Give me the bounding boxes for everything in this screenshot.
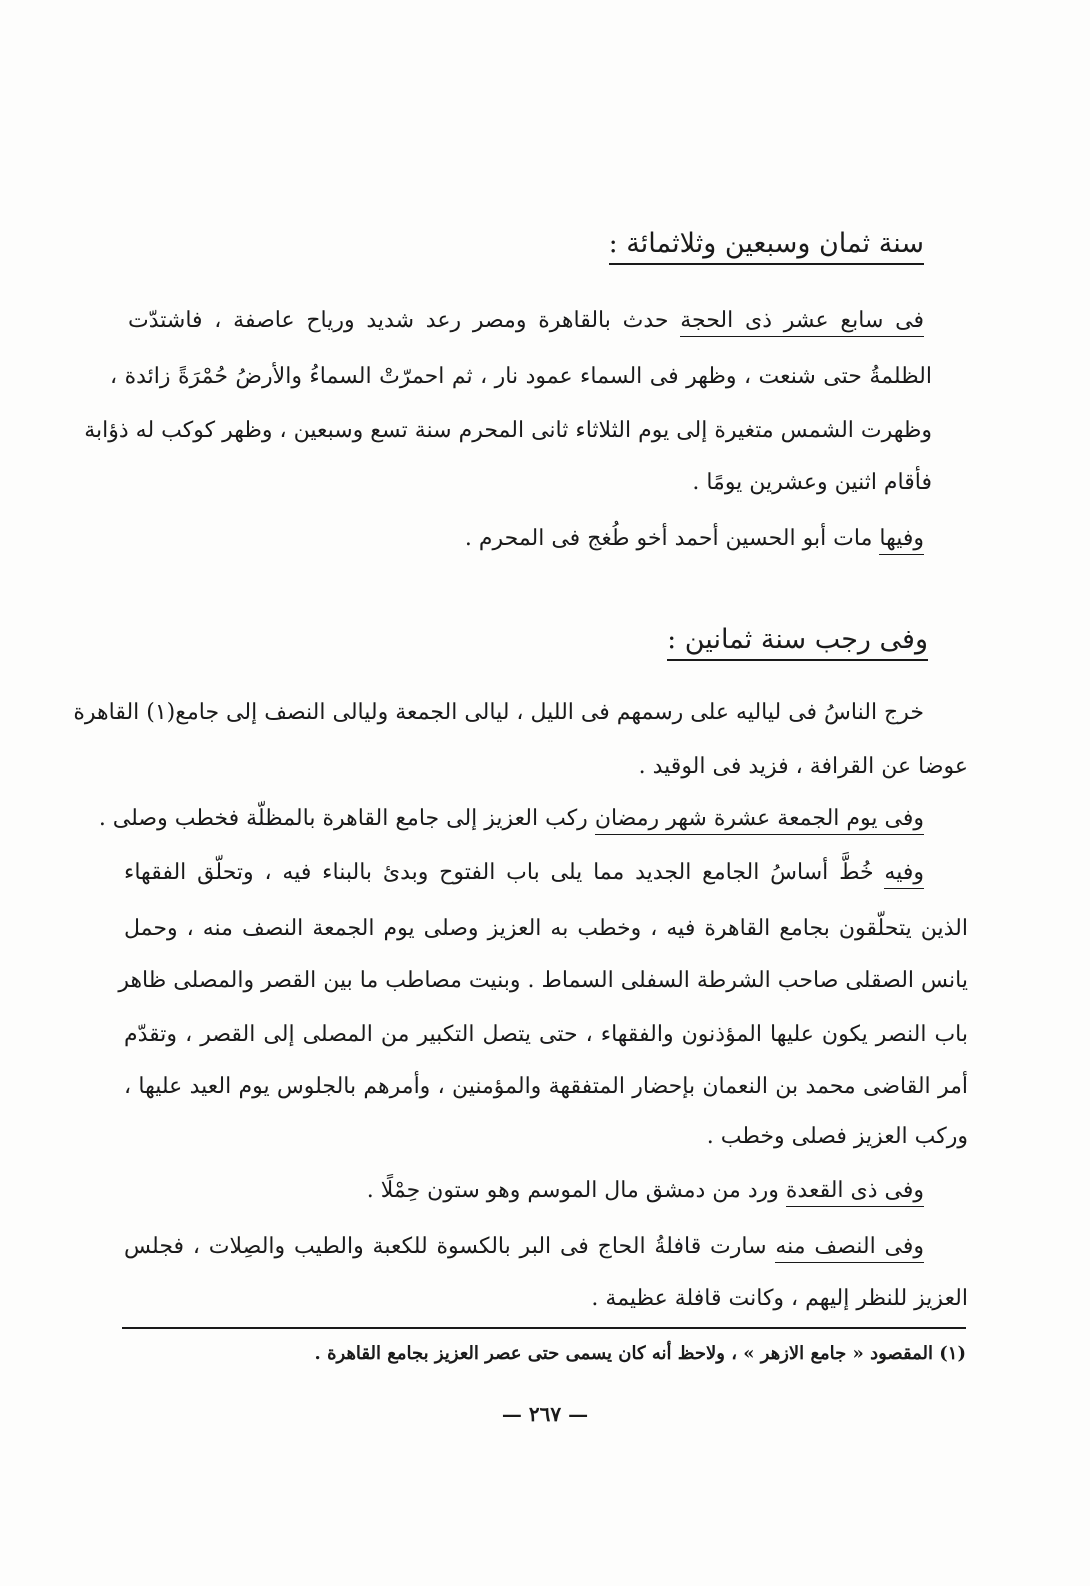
paragraph-text: باب النصر يكون عليها المؤذنون والفقهاء ، حتى يتصل التكبير من المصلى إلى القصر ، وتقدّم: [124, 1022, 968, 1047]
paragraph-text: عوضا عن القرافة ، فزيد فى الوقيد .: [638, 754, 968, 779]
paragraph-line: [110, 362, 932, 392]
paragraph-lead: فى سابع عشر ذى الحجة: [680, 308, 924, 337]
paragraph-line: [104, 1176, 924, 1206]
paragraph-lead: وفيه: [884, 860, 924, 889]
footnote-divider: [122, 1327, 966, 1329]
paragraph-text: فأقام اثنين وعشرين يومًا .: [692, 470, 932, 495]
paragraph-text: وركب العزيز فصلى وخطب .: [706, 1124, 968, 1149]
paragraph-text: يانس الصقلى صاحب الشرطة السفلى السماط . وبنيت مصاطب ما بين القصر والمصلى ظاهر: [118, 968, 968, 993]
section-heading-378: [609, 228, 924, 259]
paragraph-line: [128, 306, 924, 336]
paragraph-text: العزيز للنظر إليهم ، وكانت قافلة عظيمة .: [591, 1286, 968, 1311]
paragraph-text: ركب العزيز إلى جامع القاهرة بالمظلّة فخطب وصلى .: [98, 806, 595, 831]
paragraph-line: [148, 1122, 968, 1152]
paragraph-text: مات أبو الحسين أحمد أخو طُغج فى المحرم .: [464, 526, 880, 551]
paragraph-text: خرج الناسُ فى لياليه على رسمهم فى الليل ، ليالى الجمعة وليالى النصف إلى جامع(١) القاهرة: [73, 700, 924, 725]
paragraph-line: [84, 416, 932, 446]
paragraph-lead: وفى يوم الجمعة عشرة شهر رمضان: [595, 806, 924, 835]
paragraph-text: وظهرت الشمس متغيرة إلى يوم الثلاثاء ثانى المحرم سنة تسع وسبعين ، وظهر كوكب له ذؤابة: [84, 418, 932, 443]
paragraph-text: حدث بالقاهرة ومصر رعد شديد ورياح عاصفة ، فاشتدّت: [128, 308, 681, 333]
heading-text: سنة ثمان وسبعين وثلاثمائة :: [609, 228, 924, 265]
paragraph-lead: وفى ذى القعدة: [786, 1178, 924, 1207]
paragraph-text: سارت قافلةُ الحاج فى البر بالكسوة للكعبة والطيب والصِلات ، فجلس: [124, 1234, 776, 1259]
paragraph-line: [124, 1020, 968, 1050]
paragraph-text: الظلمةُ حتى شنعت ، وظهر فى السماء عمود نار ، ثم احمرّتْ السماءُ والأرضُ حُمْرَةً زائدة ،: [110, 364, 932, 389]
paragraph-line: [118, 966, 968, 996]
paragraph-lead: وفيها: [879, 526, 924, 555]
paragraph-line: [98, 804, 924, 834]
footnote: [315, 1343, 966, 1364]
paragraph-text: أمر القاضى محمد بن النعمان بإحضار المتفقهة والمؤمنين ، وأمرهم بالجلوس يوم العيد عليها ،: [124, 1074, 968, 1099]
paragraph-lead: وفى النصف منه: [775, 1234, 924, 1263]
footnote-marker: (١): [939, 1343, 966, 1364]
paragraph-text: الذين يتحلّقون بجامع القاهرة فيه ، وخطب به العزيز وصلى يوم الجمعة النصف منه ، وحمل: [124, 916, 968, 941]
paragraph-line: [124, 858, 924, 888]
paragraph-line: [73, 698, 924, 728]
paragraph-line: [148, 752, 968, 782]
paragraph-text: خُطَّ أساسُ الجامع الجديد مما يلى باب الفتوح وبدئ بالبناء فيه ، وتحلّق الفقهاء: [124, 860, 885, 885]
section-heading-rajab-380: [667, 624, 928, 655]
paragraph-line: [124, 1232, 924, 1262]
paragraph-line: [112, 468, 932, 498]
paragraph-text: ورد من دمشق مال الموسم وهو ستون حِمْلًا .: [366, 1178, 786, 1203]
page-number: — ٢٦٧ —: [501, 1402, 589, 1426]
footnote-text: المقصود « جامع الازهر » ، ولاحظ أنه كان يسمى حتى عصر العزيز بجامع القاهرة .: [314, 1343, 940, 1364]
heading-text: وفى رجب سنة ثمانين :: [667, 624, 928, 661]
paragraph-line: [148, 1284, 968, 1314]
paragraph-line: [124, 1072, 968, 1102]
paragraph-line: [124, 914, 968, 944]
paragraph-line: [104, 524, 924, 554]
